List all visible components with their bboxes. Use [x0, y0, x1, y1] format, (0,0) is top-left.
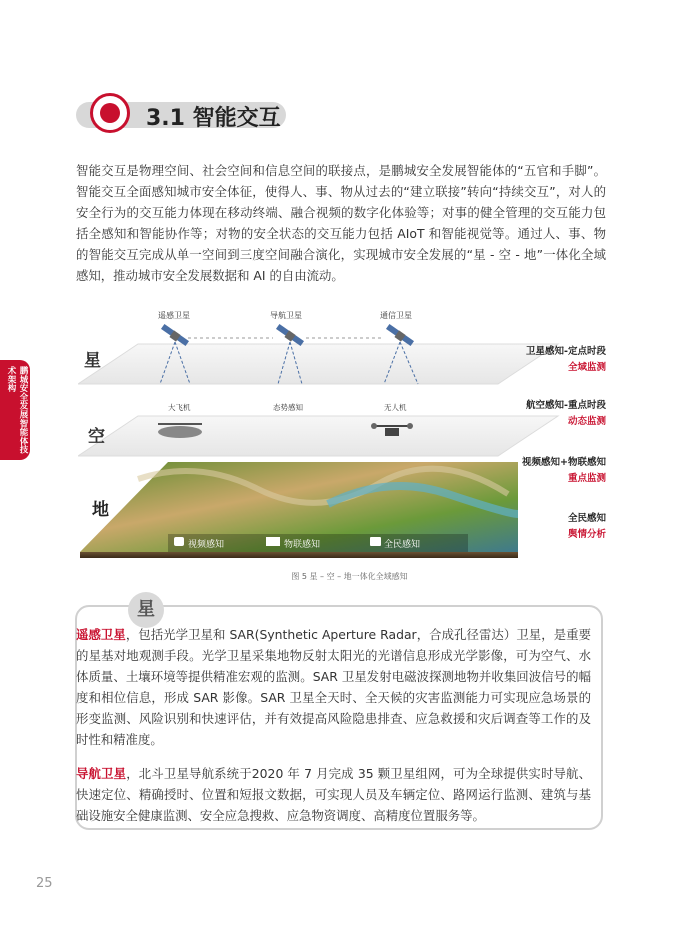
- star-air-ground-figure: [78, 304, 608, 564]
- ground-label-public: 全民感知: [384, 540, 421, 550]
- right-label-public-sub: 舆情分析: [567, 529, 606, 540]
- right-label-aviation-sub: 动态监测: [567, 416, 606, 427]
- right-label-public: [490, 511, 606, 543]
- paragraph-remote-sensing-text: ，包括光学卫星和 SAR(Synthetic Aperture Radar，合成孔径雷达）卫星，是重要的星基对地观测手段。光学卫星采集地物反射太阳光的光谱信息形成光学影像，可为空气、水体质量、土壤环境等提供精准宏观的监测。SAR 卫星发射电磁波探测地物并收集回波信号的幅度和相位信息，形成 SAR 影像。SAR 卫星全天时、全天候的灾害监测能力可实现应急场景的形变监测、风险识别和快速评估，并有效提高风险隐患排查、应急救援和灾后调查等工作的及时性和精准度。: [76, 627, 591, 747]
- section-title: 3.1 智能交互: [146, 106, 281, 131]
- right-label-public-title: 全民感知: [567, 513, 606, 524]
- video-sensing-icon: [174, 537, 184, 546]
- layer-label-ground: 地: [92, 500, 109, 520]
- figure-caption: 图 5 星 – 空 – 地一体化全域感知: [291, 572, 408, 581]
- air-label-drone: 无人机: [384, 403, 407, 412]
- heading-circle-icon: [90, 93, 130, 133]
- public-sensing-icon: [370, 537, 381, 546]
- satellite-label-navigation: 导航卫星: [270, 311, 302, 320]
- right-label-video-iot: [490, 455, 606, 487]
- right-label-satellite-title: 卫星感知-定点时段: [526, 346, 606, 357]
- paragraph-navigation-text: ，北斗卫星导航系统于2020 年 7 月完成 35 颗卫星组网，可为全球提供实时导航、快速定位、精确授时、位置和短报文数据，可实现人员及车辆定位、路网运行监测、建筑与基础设施安全健康监测、安全应急搜救、应急物资调度、高精度位置服务等。: [76, 766, 591, 823]
- right-label-satellite-sub: 全域监测: [567, 362, 606, 373]
- chapter-side-tab: [0, 360, 30, 460]
- iot-sensing-icon: [266, 537, 280, 546]
- air-layer-plane: [78, 416, 558, 456]
- paragraph-navigation: [76, 763, 591, 826]
- right-label-aviation: [490, 398, 606, 430]
- right-label-video-iot-title: 视频感知+物联感知: [522, 457, 606, 468]
- layer-label-air: 空: [88, 427, 105, 447]
- air-label-aircraft: 大飞机: [168, 403, 191, 412]
- satellite-label-remote: 遥感卫星: [158, 311, 190, 320]
- page-number: 25: [36, 876, 53, 891]
- satellite-label-communication: 通信卫星: [380, 311, 412, 320]
- ground-label-video: 视频感知: [188, 540, 225, 550]
- right-label-aviation-title: 航空感知-重点时段: [526, 400, 606, 411]
- intro-paragraph: 智能交互是物理空间、社会空间和信息空间的联接点，是鹏城安全发展智能体的“五官和手脚”。智能交互全面感知城市安全体征，使得人、事、物从过去的“建立联接”转向“持续交互”，对人的安全行为的交互能力体现在移动终端、融合视频的数字化体验等；对事的健全管理的交互能力包括全感知和智能协作等；对物的安全状态的交互能力包括 AIoT 和智能视觉等。通过人、事、物的智能交互完成从单一空间到三度空间融合演化，实现城市安全发展的“星 - 空 - 地”一体化全域感知，推动城市安全发展数据和 AI 的自由流动。: [76, 163, 606, 283]
- layer-label-star: 星: [84, 351, 101, 371]
- chapter-side-tab-label: 鹏城安全发展智能体技术架构: [6, 366, 28, 454]
- callout-badge: 星: [128, 592, 164, 628]
- right-label-satellite: [490, 344, 606, 376]
- air-label-situation: 态势感知: [273, 403, 303, 412]
- right-label-video-iot-sub: 重点监测: [567, 473, 606, 484]
- paragraph-remote-sensing: [76, 624, 591, 750]
- ground-label-iot: 物联感知: [284, 540, 321, 550]
- star-layer-plane: [78, 344, 558, 384]
- paragraph-navigation-lead: 导航卫星: [76, 766, 127, 781]
- paragraph-remote-sensing-lead: 遥感卫星: [76, 627, 126, 642]
